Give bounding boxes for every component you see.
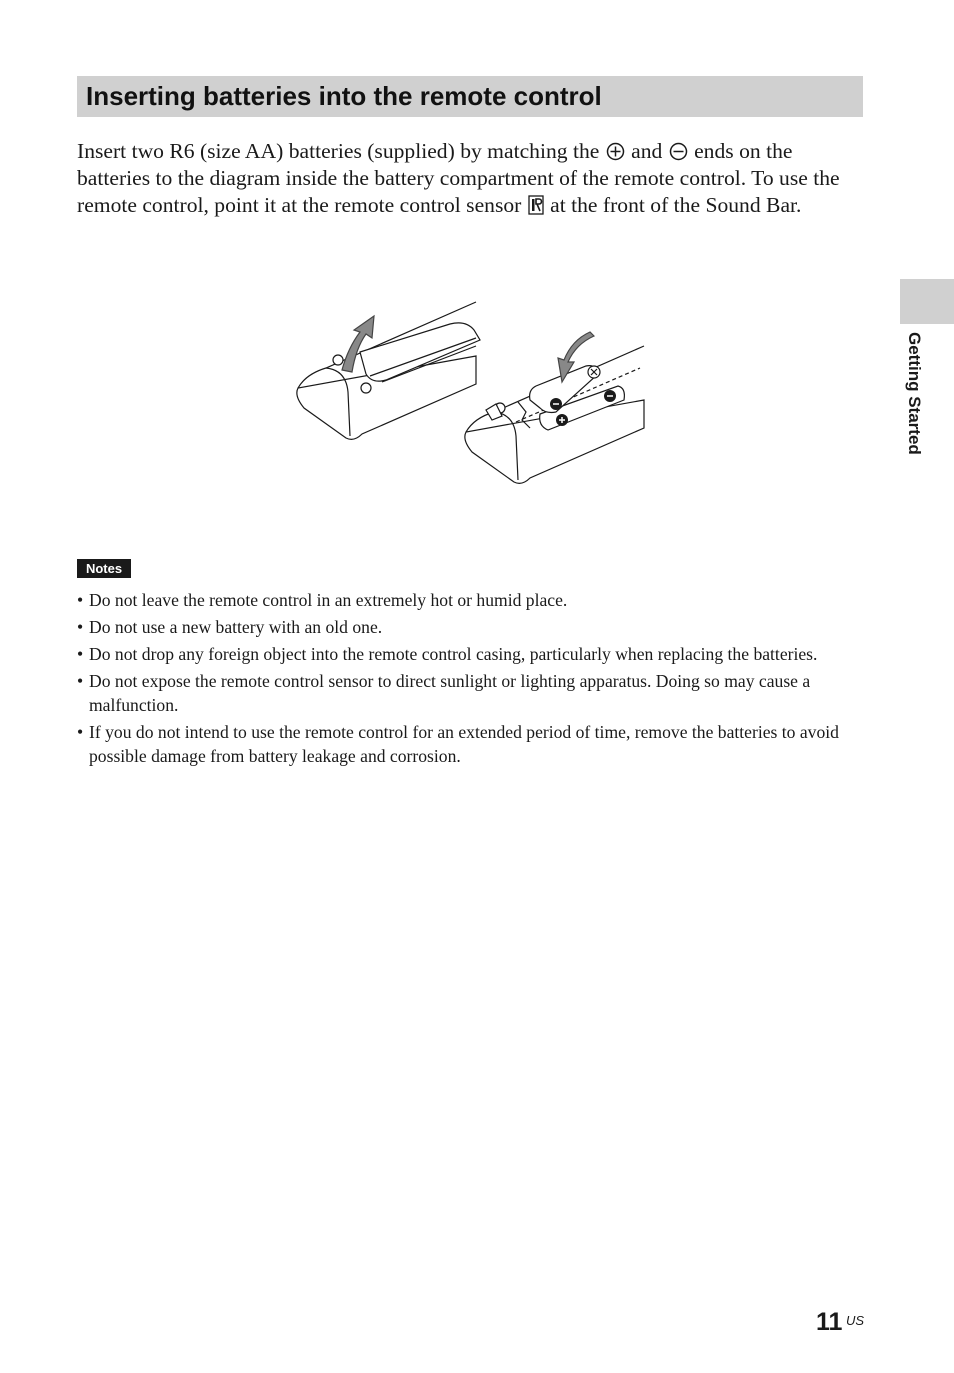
note-item: • Do not drop any foreign object into the remote control casing, particularly when replacing the batteries.: [77, 642, 863, 666]
intro-text-1: Insert two R6 (size AA) batteries (supplied) by matching the: [77, 139, 605, 163]
note-item: • If you do not intend to use the remote control for an extended period of time, remove the batteries to avoid possible damage from battery leakage and corrosion.: [77, 720, 863, 768]
section-title: Inserting batteries into the remote control: [86, 81, 602, 111]
note-item: • Do not leave the remote control in an extremely hot or humid place.: [77, 588, 863, 612]
intro-text-3: ends on the batteries to the diagram inside the battery compartment of the remote control. To use the remote control, point it at the remote control sensor: [77, 139, 840, 217]
page-number: 11: [816, 1308, 843, 1336]
circled-plus-icon: [606, 142, 625, 161]
remote-sensor-icon: [528, 195, 544, 215]
side-tab-marker: [900, 279, 954, 324]
note-item: • Do not expose the remote control sensor to direct sunlight or lighting apparatus. Doing so may cause a malfunction.: [77, 669, 863, 717]
intro-paragraph: [77, 138, 867, 219]
circled-minus-icon: [669, 142, 688, 161]
intro-text-4: at the front of the Sound Bar.: [544, 193, 802, 217]
battery-insertion-illustration: [290, 296, 650, 496]
note-item: • Do not use a new battery with an old one.: [77, 615, 863, 639]
section-heading-bar: [77, 76, 863, 117]
page-region-suffix: US: [846, 1313, 865, 1328]
notes-badge: Notes: [77, 559, 131, 578]
intro-text-2: and: [625, 139, 668, 163]
notes-list: [77, 588, 863, 771]
side-tab-label: Getting Started: [905, 332, 924, 455]
